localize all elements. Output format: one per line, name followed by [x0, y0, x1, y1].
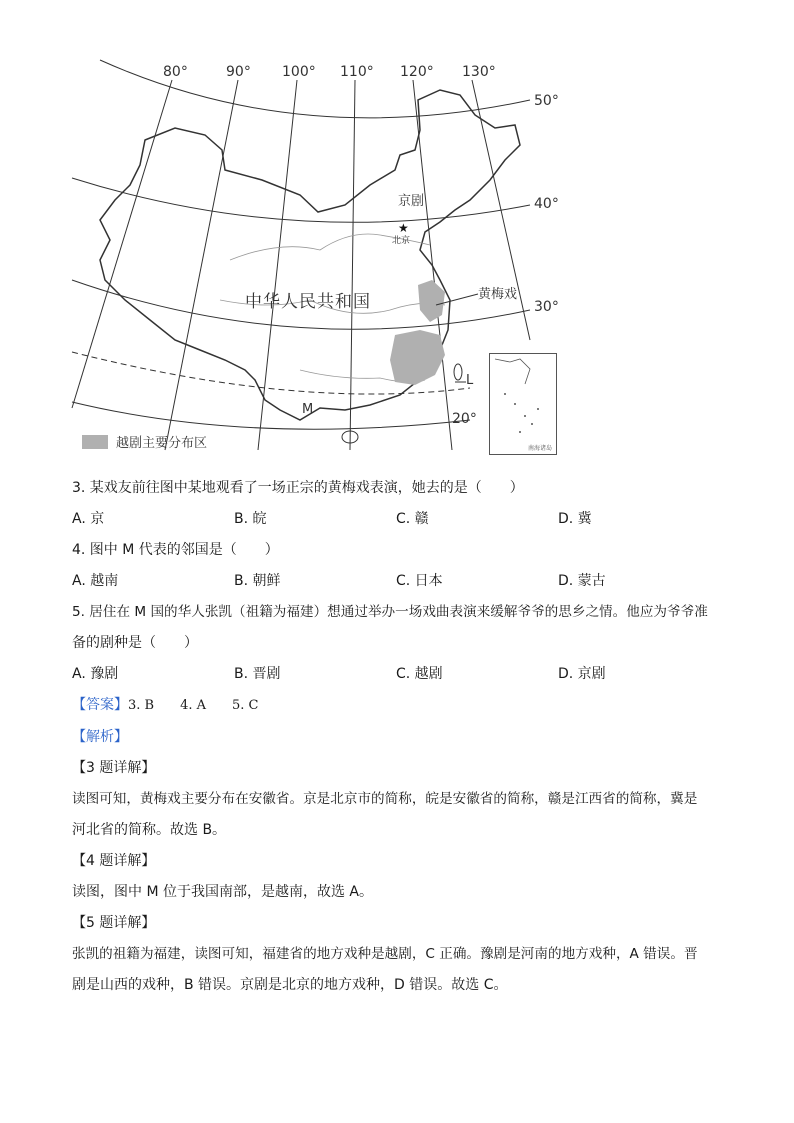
country-label: 中华人民共和国 [245, 292, 371, 312]
legend-swatch [82, 435, 108, 449]
china-outline [100, 90, 520, 420]
longitude-label-130: 130° [462, 64, 496, 80]
detail-5-head: 【5 题详解】 [72, 915, 156, 931]
longitude-label-80: 80° [163, 64, 188, 80]
inset-map [490, 354, 556, 454]
option-c: C. 越剧 [396, 666, 443, 682]
detail-3-line2: 河北省的简称。故选 B。 [72, 822, 227, 838]
question-4-text: 4. 图中 M 代表的邻国是（ ） [72, 542, 279, 558]
detail-5-line1: 张凯的祖籍为福建，读图可知，福建省的地方戏种是越剧，C 正确。豫剧是河南的地方戏种，A 错误。晋 [72, 946, 698, 962]
anhui-area [418, 280, 445, 322]
detail-3-head: 【3 题详解】 [72, 760, 156, 776]
latitude-40-line [72, 178, 530, 222]
analysis-tag: 【解析】 [72, 729, 128, 745]
latitude-label-20: 20° [452, 411, 477, 427]
longitude-100-line [258, 80, 297, 450]
option-d: D. 蒙古 [558, 573, 606, 589]
question-5-options [72, 664, 722, 684]
option-d: D. 京剧 [558, 666, 606, 682]
map-legend [82, 432, 207, 451]
inset-label: 南海诸岛 [527, 445, 552, 452]
huangmeixi-label: 黄梅戏 [478, 287, 518, 302]
longitude-label-100: 100° [282, 64, 316, 80]
longitude-90-line [165, 80, 238, 450]
detail-4-head: 【4 题详解】 [72, 853, 156, 869]
l-label: L [466, 373, 474, 388]
option-a: A. 豫剧 [72, 666, 119, 682]
question-4-options [72, 571, 722, 591]
longitude-label-90: 90° [226, 64, 251, 80]
option-b: B. 晋剧 [234, 666, 281, 682]
beijing-star-icon: ★ [398, 221, 409, 235]
longitude-110-line [350, 80, 355, 450]
latitude-label-50: 50° [534, 93, 559, 109]
question-3-options [72, 509, 722, 529]
legend-text: 越剧主要分布区 [116, 436, 208, 451]
taiwan-island [454, 364, 462, 380]
latitude-20-line [72, 402, 470, 429]
question-5-text-line1: 5. 居住在 M 国的华人张凯（祖籍为福建）想通过举办一场戏曲表演来缓解爷爷的思乡之情。他应为爷爷准 [72, 604, 708, 620]
longitude-label-120: 120° [400, 64, 434, 80]
detail-4-line1: 读图，图中 M 位于我国南部，是越南，故选 A。 [72, 884, 374, 900]
detail-5-line2: 剧是山西的戏种，B 错误。京剧是北京的地方戏种，D 错误。故选 C。 [72, 977, 508, 993]
south-china-sea-inset [489, 353, 557, 455]
longitude-80-line [72, 80, 172, 408]
yueju-area [390, 330, 445, 385]
m-label: M [302, 402, 314, 417]
option-c: C. 赣 [396, 511, 429, 527]
option-b: B. 皖 [234, 511, 267, 527]
jingju-label: 京剧 [398, 194, 425, 209]
answer-values: 3. B 4. A 5. C [128, 698, 259, 713]
detail-3-line1: 读图可知，黄梅戏主要分布在安徽省。京是北京市的简称，皖是安徽省的简称，赣是江西省的简称，冀是 [72, 791, 698, 807]
latitude-label-40: 40° [534, 196, 559, 212]
beijing-label: 北京 [392, 236, 411, 246]
question-5-text-line2: 备的剧种是（ ） [72, 635, 198, 651]
option-a: A. 越南 [72, 573, 119, 589]
answer-tag: 【答案】 [72, 697, 128, 713]
option-a: A. 京 [72, 511, 105, 527]
question-content [72, 478, 722, 995]
option-b: B. 朝鲜 [234, 573, 281, 589]
answer-line [72, 695, 722, 716]
option-c: C. 日本 [396, 573, 443, 589]
question-3-text: 3. 某戏友前往图中某地观看了一场正宗的黄梅戏表演，她去的是（ ） [72, 480, 524, 496]
longitude-label-110: 110° [340, 64, 374, 80]
latitude-label-30: 30° [534, 299, 559, 315]
option-d: D. 冀 [558, 511, 592, 527]
